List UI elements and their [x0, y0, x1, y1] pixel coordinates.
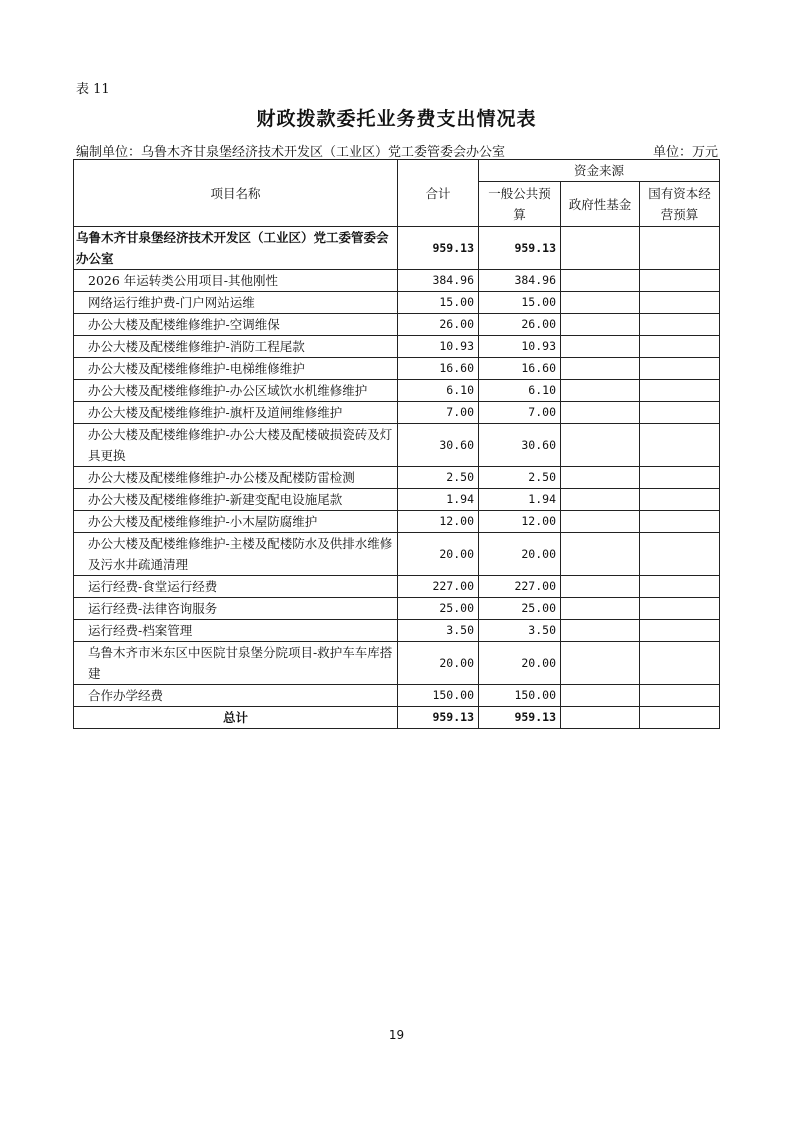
compiling-unit: 编制单位：乌鲁木齐甘泉堡经济技术开发区（工业区）党工委管委会办公室	[76, 145, 506, 160]
row-total: 16.60	[398, 358, 479, 380]
row-total: 10.93	[398, 336, 479, 358]
header-state-capital: 国有资本经营预算	[640, 182, 720, 227]
row-project-name: 运行经费-档案管理	[74, 620, 398, 642]
total-general: 959.13	[479, 707, 561, 729]
row-project-name: 办公大楼及配楼维修维护-新建变配电设施尾款	[74, 489, 398, 511]
row-total: 25.00	[398, 598, 479, 620]
row-general-budget: 7.00	[479, 402, 561, 424]
row-state-capital	[640, 598, 720, 620]
row-project-name: 办公大楼及配楼维修维护-消防工程尾款	[74, 336, 398, 358]
total-state-capital	[640, 707, 720, 729]
row-gov-fund	[561, 620, 640, 642]
unit-line	[76, 141, 718, 160]
unit-row-state-capital	[640, 227, 720, 270]
row-project-name: 2026 年运转类公用项目-其他刚性	[74, 270, 398, 292]
unit-row-total: 959.13	[398, 227, 479, 270]
row-general-budget: 1.94	[479, 489, 561, 511]
row-state-capital	[640, 292, 720, 314]
row-gov-fund	[561, 642, 640, 685]
row-total: 7.00	[398, 402, 479, 424]
unit-summary-row	[74, 227, 720, 270]
row-state-capital	[640, 424, 720, 467]
table-row	[74, 380, 720, 402]
unit-row-gov-fund	[561, 227, 640, 270]
row-gov-fund	[561, 576, 640, 598]
row-state-capital	[640, 620, 720, 642]
row-general-budget: 10.93	[479, 336, 561, 358]
row-project-name: 运行经费-法律咨询服务	[74, 598, 398, 620]
row-gov-fund	[561, 533, 640, 576]
row-total: 1.94	[398, 489, 479, 511]
row-gov-fund	[561, 685, 640, 707]
expenditure-table	[73, 159, 720, 729]
row-gov-fund	[561, 467, 640, 489]
page-title: 财政拨款委托业务费支出情况表	[256, 108, 537, 130]
row-state-capital	[640, 380, 720, 402]
table-number-label: 表 11	[76, 82, 110, 97]
row-project-name: 办公大楼及配楼维修维护-办公区域饮水机维修维护	[74, 380, 398, 402]
page-number: 19	[388, 1028, 405, 1042]
header-total: 合计	[398, 160, 479, 227]
total-row	[74, 707, 720, 729]
row-state-capital	[640, 511, 720, 533]
table-row	[74, 620, 720, 642]
row-state-capital	[640, 402, 720, 424]
row-state-capital	[640, 533, 720, 576]
total-gov-fund	[561, 707, 640, 729]
row-state-capital	[640, 358, 720, 380]
row-gov-fund	[561, 292, 640, 314]
row-general-budget: 26.00	[479, 314, 561, 336]
row-state-capital	[640, 685, 720, 707]
table-row	[74, 489, 720, 511]
row-project-name: 乌鲁木齐市米东区中医院甘泉堡分院项目-救护车车库搭建	[74, 642, 398, 685]
header-row	[74, 160, 720, 182]
row-total: 3.50	[398, 620, 479, 642]
row-gov-fund	[561, 402, 640, 424]
header-general-budget: 一般公共预算	[479, 182, 561, 227]
row-gov-fund	[561, 336, 640, 358]
header-gov-fund: 政府性基金	[561, 182, 640, 227]
row-state-capital	[640, 642, 720, 685]
table-row	[74, 402, 720, 424]
row-gov-fund	[561, 380, 640, 402]
table-row	[74, 642, 720, 685]
row-general-budget: 6.10	[479, 380, 561, 402]
row-state-capital	[640, 336, 720, 358]
header-project-name: 项目名称	[74, 160, 398, 227]
table-row	[74, 576, 720, 598]
table-row	[74, 424, 720, 467]
row-general-budget: 15.00	[479, 292, 561, 314]
unit-row-general: 959.13	[479, 227, 561, 270]
currency-unit: 单位：万元	[652, 145, 718, 160]
row-total: 2.50	[398, 467, 479, 489]
row-gov-fund	[561, 511, 640, 533]
row-total: 384.96	[398, 270, 479, 292]
row-general-budget: 16.60	[479, 358, 561, 380]
row-project-name: 网络运行维护费-门户网站运维	[74, 292, 398, 314]
row-project-name: 办公大楼及配楼维修维护-主楼及配楼防水及供排水维修及污水井疏通清理	[74, 533, 398, 576]
row-total: 26.00	[398, 314, 479, 336]
row-total: 6.10	[398, 380, 479, 402]
row-general-budget: 2.50	[479, 467, 561, 489]
table-row	[74, 467, 720, 489]
row-total: 12.00	[398, 511, 479, 533]
row-total: 15.00	[398, 292, 479, 314]
row-general-budget: 384.96	[479, 270, 561, 292]
row-total: 20.00	[398, 642, 479, 685]
table-row	[74, 270, 720, 292]
table-row	[74, 314, 720, 336]
row-project-name: 合作办学经费	[74, 685, 398, 707]
row-general-budget: 20.00	[479, 642, 561, 685]
row-general-budget: 30.60	[479, 424, 561, 467]
row-total: 30.60	[398, 424, 479, 467]
row-project-name: 运行经费-食堂运行经费	[74, 576, 398, 598]
table-row	[74, 292, 720, 314]
table-row	[74, 598, 720, 620]
row-total: 20.00	[398, 533, 479, 576]
row-total: 150.00	[398, 685, 479, 707]
row-project-name: 办公大楼及配楼维修维护-办公楼及配楼防雷检测	[74, 467, 398, 489]
row-gov-fund	[561, 489, 640, 511]
row-state-capital	[640, 576, 720, 598]
table-row	[74, 533, 720, 576]
row-general-budget: 20.00	[479, 533, 561, 576]
row-general-budget: 3.50	[479, 620, 561, 642]
row-state-capital	[640, 489, 720, 511]
unit-row-name: 乌鲁木齐甘泉堡经济技术开发区（工业区）党工委管委会办公室	[74, 227, 398, 270]
row-general-budget: 25.00	[479, 598, 561, 620]
table-row	[74, 685, 720, 707]
row-general-budget: 227.00	[479, 576, 561, 598]
row-gov-fund	[561, 314, 640, 336]
row-project-name: 办公大楼及配楼维修维护-空调维保	[74, 314, 398, 336]
row-project-name: 办公大楼及配楼维修维护-办公大楼及配楼破损瓷砖及灯具更换	[74, 424, 398, 467]
row-state-capital	[640, 467, 720, 489]
row-state-capital	[640, 314, 720, 336]
total-amount: 959.13	[398, 707, 479, 729]
row-general-budget: 150.00	[479, 685, 561, 707]
row-project-name: 办公大楼及配楼维修维护-旗杆及道闸维修维护	[74, 402, 398, 424]
row-gov-fund	[561, 424, 640, 467]
table-row	[74, 336, 720, 358]
row-project-name: 办公大楼及配楼维修维护-小木屋防腐维护	[74, 511, 398, 533]
row-total: 227.00	[398, 576, 479, 598]
row-general-budget: 12.00	[479, 511, 561, 533]
row-state-capital	[640, 270, 720, 292]
header-fund-source: 资金来源	[479, 160, 720, 182]
row-gov-fund	[561, 358, 640, 380]
total-label: 总计	[74, 707, 398, 729]
row-project-name: 办公大楼及配楼维修维护-电梯维修维护	[74, 358, 398, 380]
table-row	[74, 511, 720, 533]
row-gov-fund	[561, 598, 640, 620]
row-gov-fund	[561, 270, 640, 292]
table-row	[74, 358, 720, 380]
